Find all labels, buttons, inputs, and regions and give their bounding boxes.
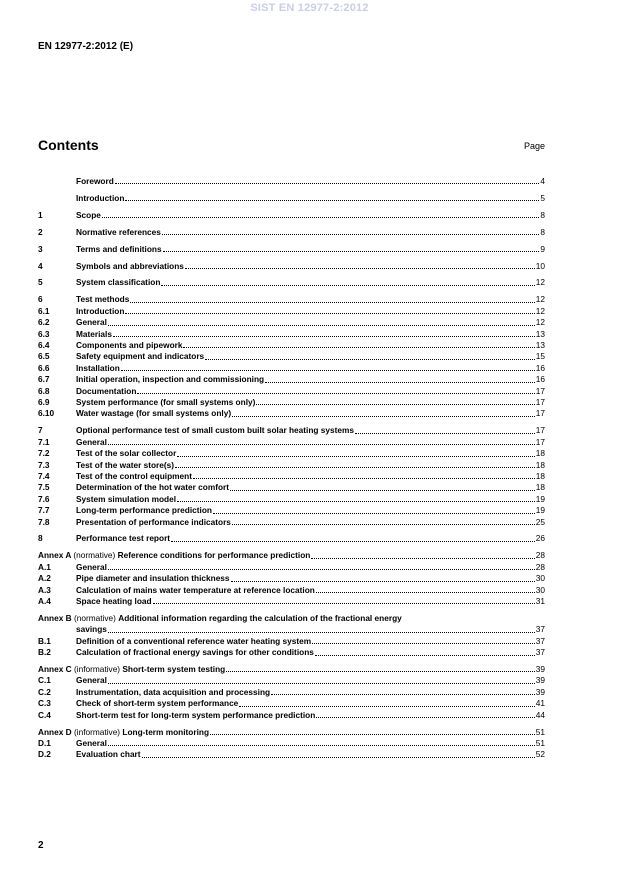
toc-entry-title: Calculation of mains water temperature at reference location — [76, 584, 315, 595]
toc-entry-page: 39 — [535, 675, 545, 686]
toc-leader-dots — [226, 670, 535, 672]
annex-heading[interactable] — [38, 664, 545, 675]
toc-entry[interactable] — [38, 533, 545, 544]
toc-entry-number: B.2 — [38, 647, 51, 658]
toc-entry-number: 7.5 — [38, 482, 50, 493]
page-title: Contents — [38, 137, 99, 153]
toc-leader-dots — [271, 693, 535, 695]
toc-entry-page: 13 — [535, 328, 545, 339]
annex-label: Annex B — [38, 612, 72, 623]
toc-leader-dots — [162, 233, 540, 235]
toc-entry-number: 6.9 — [38, 397, 50, 407]
toc-entry-title: Space heating load — [76, 596, 152, 606]
toc-entry-page: 18 — [535, 448, 545, 459]
toc-entry[interactable] — [38, 687, 545, 698]
toc-entry-title: Test of the water store(s) — [76, 459, 175, 470]
annex-page: 28 — [535, 550, 545, 561]
toc-entry[interactable] — [38, 329, 545, 340]
table-of-contents — [38, 176, 545, 761]
toc-entry-page: 52 — [535, 749, 545, 760]
toc-entry[interactable] — [38, 482, 545, 493]
toc-leader-dots — [316, 716, 534, 718]
toc-entry[interactable] — [38, 448, 545, 459]
toc-leader-dots — [108, 682, 535, 684]
toc-entry-page: 5 — [540, 192, 545, 203]
toc-entry[interactable] — [38, 636, 545, 647]
toc-entry[interactable] — [38, 425, 545, 436]
toc-entry-number: 6.1 — [38, 305, 50, 316]
toc-entry[interactable] — [38, 647, 545, 658]
toc-leader-dots — [161, 284, 534, 286]
toc-entry-page: 18 — [535, 470, 545, 481]
toc-entry-page: 37 — [535, 635, 545, 646]
annex-heading[interactable] — [38, 727, 545, 738]
toc-leader-dots — [153, 602, 535, 604]
toc-entry-title: Test of the control equipment — [76, 470, 193, 481]
toc-leader-dots — [355, 432, 535, 434]
annex-title: Reference conditions for performance prediction — [117, 550, 311, 561]
toc-entry-number: 6.4 — [38, 339, 50, 350]
toc-entry[interactable] — [38, 317, 545, 328]
toc-leader-dots — [108, 324, 535, 326]
annex-type: (normative) — [73, 612, 116, 623]
toc-entry-title: Safety equipment and indicators — [76, 351, 205, 362]
annex-page: 51 — [535, 726, 545, 737]
toc-leader-dots — [163, 250, 540, 252]
annex-page: 37 — [535, 624, 545, 635]
toc-leader-dots — [171, 540, 535, 542]
toc-entry[interactable] — [38, 749, 545, 760]
annex-type: (informative) — [73, 726, 121, 737]
toc-entry-page: 26 — [535, 533, 545, 544]
annex-label: Annex A — [38, 550, 72, 561]
annex-heading-text — [38, 550, 310, 561]
toc-entry[interactable] — [38, 562, 545, 573]
toc-leader-dots — [137, 392, 534, 394]
toc-leader-dots — [108, 568, 535, 570]
toc-entry-title: Evaluation chart — [76, 749, 141, 760]
toc-leader-dots — [210, 733, 535, 735]
toc-entry-number: 6.5 — [38, 351, 50, 362]
toc-entry-number: 6.2 — [38, 317, 50, 328]
toc-leader-dots — [230, 489, 535, 491]
toc-leader-dots — [185, 267, 535, 269]
annex-heading-text — [38, 727, 209, 738]
toc-leader-dots — [232, 523, 535, 525]
toc-leader-dots — [311, 557, 534, 559]
document-id: EN 12977-2:2012 (E) — [38, 41, 134, 52]
toc-entry-number: 7.4 — [38, 470, 50, 481]
page-column-label: Page — [523, 141, 545, 151]
toc-entry[interactable] — [38, 386, 545, 397]
toc-entry-number: B.1 — [38, 635, 51, 646]
toc-entry-page: 19 — [535, 505, 545, 516]
toc-entry-page: 17 — [535, 425, 545, 436]
toc-entry-number: 6.3 — [38, 328, 50, 339]
toc-entry-page: 8 — [540, 226, 545, 237]
toc-entry[interactable] — [38, 573, 545, 584]
toc-leader-dots — [205, 358, 535, 360]
toc-entry-title: Presentation of performance indicators — [76, 516, 231, 527]
toc-entry-title: Terms and definitions — [76, 243, 162, 254]
toc-entry[interactable] — [38, 471, 545, 482]
toc-entry-title: Water wastage (for small systems only) — [76, 408, 232, 419]
toc-entry-title: Performance test report — [76, 533, 171, 544]
toc-entry[interactable] — [38, 210, 545, 221]
toc-entry-page: 17 — [535, 397, 545, 407]
toc-entry-number: 4 — [38, 260, 43, 271]
toc-entry[interactable] — [38, 374, 545, 385]
toc-entry[interactable] — [38, 277, 545, 288]
toc-entry-number: 7.2 — [38, 448, 50, 459]
toc-leader-dots — [108, 631, 535, 633]
toc-entry-page: 12 — [535, 317, 545, 328]
toc-leader-dots — [115, 182, 540, 184]
toc-entry-number: 6.8 — [38, 385, 50, 396]
toc-leader-dots — [125, 199, 539, 201]
toc-entry-number: 7 — [38, 425, 43, 436]
toc-entry[interactable] — [38, 261, 545, 272]
toc-leader-dots — [177, 455, 534, 457]
toc-entry-title: Introduction — [76, 305, 125, 316]
toc-leader-dots — [177, 500, 535, 502]
toc-entry-page: 25 — [535, 516, 545, 527]
toc-entry[interactable] — [38, 698, 545, 709]
annex-label: Annex C — [38, 664, 72, 675]
annex-type: (normative) — [73, 550, 116, 561]
toc-entry-number: 6.10 — [38, 408, 55, 419]
toc-entry-number: 6 — [38, 294, 43, 305]
toc-entry-title: Scope — [76, 209, 101, 220]
toc-entry[interactable] — [38, 596, 545, 607]
toc-entry-title: Test of the solar collector — [76, 448, 177, 459]
annex-title: Short-term system testing — [122, 664, 226, 675]
toc-entry-title: General — [76, 737, 107, 748]
toc-entry-page: 4 — [540, 176, 545, 186]
toc-entry-number: 8 — [38, 533, 43, 544]
toc-entry-title: Components and pipework — [76, 339, 183, 350]
toc-leader-dots — [102, 216, 539, 218]
toc-entry-title: Instrumentation, data acquisition and processing — [76, 686, 271, 697]
toc-entry-number: A.1 — [38, 561, 51, 572]
toc-entry-page: 28 — [535, 561, 545, 572]
toc-leader-dots — [315, 654, 535, 656]
annex-heading-text — [38, 664, 225, 675]
toc-entry[interactable] — [38, 437, 545, 448]
toc-leader-dots — [256, 403, 534, 405]
toc-entry[interactable] — [38, 408, 545, 419]
toc-entry-page: 17 — [535, 385, 545, 396]
toc-leader-dots — [175, 466, 535, 468]
annex-page: 39 — [535, 664, 545, 675]
toc-entry-page: 16 — [535, 362, 545, 373]
toc-entry-number: 3 — [38, 243, 43, 254]
toc-entry-number: D.1 — [38, 737, 51, 748]
toc-entry-number: 5 — [38, 277, 43, 288]
toc-entry-title: Check of short-term system performance — [76, 698, 239, 709]
toc-leader-dots — [193, 477, 535, 479]
toc-entry-page: 41 — [535, 698, 545, 709]
toc-entry-number: 7.6 — [38, 493, 50, 504]
annex-heading-continued[interactable] — [38, 624, 545, 635]
toc-entry[interactable] — [38, 340, 545, 351]
toc-leader-dots — [108, 744, 535, 746]
toc-entry-number: C.4 — [38, 709, 51, 720]
toc-entry-page: 12 — [535, 305, 545, 316]
page-number: 2 — [38, 840, 44, 851]
toc-entry[interactable] — [38, 494, 545, 505]
toc-leader-dots — [125, 312, 534, 314]
toc-entry[interactable] — [38, 294, 545, 305]
toc-entry-title: Documentation — [76, 385, 137, 396]
toc-entry-number: 7.3 — [38, 459, 50, 470]
toc-entry-title: Materials — [76, 328, 112, 339]
toc-entry[interactable] — [38, 244, 545, 255]
toc-entry-page: 12 — [535, 277, 545, 288]
toc-entry-title: Symbols and abbreviations — [76, 260, 184, 271]
toc-entry-page: 9 — [540, 243, 545, 254]
toc-entry-page: 18 — [535, 459, 545, 470]
toc-leader-dots — [142, 756, 535, 758]
toc-entry-title: Foreword — [76, 176, 114, 186]
toc-entry[interactable] — [38, 176, 545, 187]
watermark: SIST EN 12977-2:2012 — [250, 2, 369, 14]
toc-leader-dots — [213, 512, 535, 514]
toc-entry-number: 7.8 — [38, 516, 50, 527]
toc-entry-title: Pipe diameter and insulation thickness — [76, 573, 230, 584]
toc-entry-page: 17 — [535, 436, 545, 447]
toc-leader-dots — [113, 335, 535, 337]
toc-entry-title: Introduction — [76, 192, 125, 203]
toc-entry-title: General — [76, 675, 107, 686]
toc-entry-page: 18 — [535, 482, 545, 493]
toc-leader-dots — [265, 381, 535, 383]
toc-entry-page: 12 — [535, 294, 545, 305]
toc-entry-number: 7.7 — [38, 505, 50, 516]
toc-entry-page: 17 — [535, 408, 545, 419]
toc-entry[interactable] — [38, 517, 545, 528]
annex-title: Additional information regarding the calculation of the fractional energy — [118, 612, 402, 623]
toc-entry-number: C.3 — [38, 698, 51, 709]
toc-leader-dots — [239, 705, 534, 707]
toc-entry-number: 1 — [38, 209, 43, 220]
toc-entry-title: Determination of the hot water comfort — [76, 482, 230, 493]
toc-entry-number: D.2 — [38, 749, 51, 760]
toc-leader-dots — [183, 346, 534, 348]
toc-entry-title: System simulation model — [76, 493, 177, 504]
toc-entry-title: Initial operation, inspection and commissioning — [76, 374, 265, 385]
toc-entry-number: C.1 — [38, 675, 51, 686]
toc-entry-title: System classification — [76, 277, 161, 288]
toc-entry[interactable] — [38, 675, 545, 686]
toc-entry-page: 44 — [535, 709, 545, 720]
toc-leader-dots — [232, 415, 535, 417]
toc-entry-title: Test methods — [76, 294, 130, 305]
toc-entry-number: 2 — [38, 226, 43, 237]
toc-entry-title: Calculation of fractional energy savings for other conditions — [76, 647, 314, 658]
toc-entry[interactable] — [38, 227, 545, 238]
annex-title: Long-term monitoring — [122, 726, 210, 737]
toc-leader-dots — [312, 642, 535, 644]
toc-entry[interactable] — [38, 505, 545, 516]
toc-entry-title: Optional performance test of small custom built solar heating systems — [76, 425, 355, 436]
toc-entry-page: 16 — [535, 374, 545, 385]
toc-entry-page: 30 — [535, 573, 545, 584]
toc-entry-number: C.2 — [38, 686, 51, 697]
toc-entry-page: 10 — [535, 260, 545, 271]
toc-entry-number: 6.6 — [38, 362, 50, 373]
toc-entry[interactable] — [38, 363, 545, 374]
toc-entry[interactable] — [38, 351, 545, 362]
toc-entry-number: 7.1 — [38, 436, 50, 447]
toc-entry[interactable] — [38, 585, 545, 596]
toc-entry-number: 6.7 — [38, 374, 50, 385]
annex-heading[interactable] — [38, 613, 545, 624]
toc-entry-page: 39 — [535, 686, 545, 697]
toc-entry-title: Long-term performance prediction — [76, 505, 212, 516]
annex-type: (informative) — [73, 664, 121, 675]
annex-title-continued: savings — [76, 624, 107, 635]
toc-entry-page: 13 — [535, 339, 545, 350]
toc-entry-title: General — [76, 436, 107, 447]
toc-entry[interactable] — [38, 397, 545, 408]
toc-leader-dots — [231, 580, 535, 582]
toc-entry-page: 8 — [540, 209, 545, 220]
toc-entry-page: 37 — [535, 647, 545, 658]
annex-label: Annex D — [38, 726, 72, 737]
toc-entry[interactable] — [38, 738, 545, 749]
toc-entry[interactable] — [38, 193, 545, 204]
annex-heading[interactable] — [38, 550, 545, 561]
toc-leader-dots — [130, 301, 534, 303]
toc-entry-title: Short-term test for long-term system performance prediction — [76, 709, 316, 720]
toc-entry-page: 15 — [535, 351, 545, 362]
toc-entry-page: 19 — [535, 493, 545, 504]
toc-entry-title: Normative references — [76, 226, 161, 237]
toc-entry-number: A.3 — [38, 584, 51, 595]
toc-entry-page: 51 — [535, 737, 545, 748]
toc-entry-number: A.4 — [38, 596, 51, 606]
toc-entry-number: A.2 — [38, 573, 51, 584]
toc-entry-title: Definition of a conventional reference water heating system — [76, 635, 312, 646]
toc-entry[interactable] — [38, 460, 545, 471]
toc-entry[interactable] — [38, 710, 545, 721]
toc-leader-dots — [316, 591, 535, 593]
toc-entry-page: 30 — [535, 584, 545, 595]
toc-leader-dots — [121, 369, 535, 371]
toc-entry-title: System performance (for small systems only) — [76, 397, 256, 407]
toc-entry-title: General — [76, 317, 107, 328]
toc-entry[interactable] — [38, 306, 545, 317]
toc-entry-page: 31 — [535, 596, 545, 606]
toc-entry-title: Installation — [76, 362, 120, 373]
toc-entry-title: General — [76, 561, 107, 572]
toc-leader-dots — [108, 443, 535, 445]
